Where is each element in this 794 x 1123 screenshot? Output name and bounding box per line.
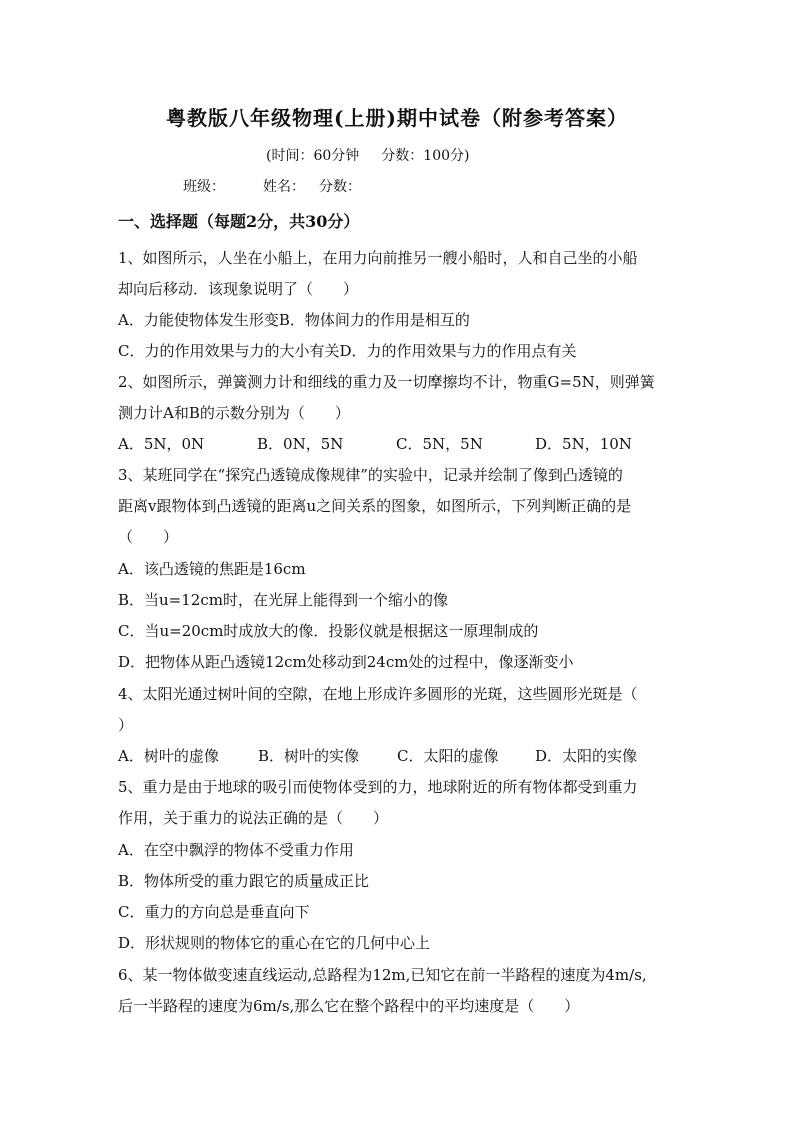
question-2-option-c: C．5N，5N bbox=[396, 435, 483, 453]
question-1-stem-line-2: 却向后移动．该现象说明了（ ） bbox=[118, 280, 359, 298]
question-5-stem-line-2: 作用，关于重力的说法正确的是（ ） bbox=[118, 809, 389, 827]
question-3-stem-line-2: 距离v跟物体到凸透镜的距离u之间关系的图象，如图所示，下列判断正确的是 bbox=[118, 497, 632, 515]
question-3-stem-line-1: 3、某班同学在“探究凸透镜成像规律”的实验中，记录并绘制了像到凸透镜的 bbox=[118, 466, 623, 484]
question-4-option-b: B．树叶的实像 bbox=[258, 747, 360, 765]
question-5-stem-line-1: 5、重力是由于地球的吸引而使物体受到的力，地球附近的所有物体都受到重力 bbox=[118, 778, 638, 796]
question-4-stem-line-2: ） bbox=[118, 716, 134, 734]
student-info-line bbox=[183, 176, 361, 196]
question-3-option-d: D．把物体从距凸透镜12cm处移动到24cm处的过程中，像逐渐变小 bbox=[118, 653, 574, 671]
question-1-options-line-1: A．力能使物体发生形变B．物体间力的作用是相互的 bbox=[118, 311, 470, 329]
question-5-option-c: C．重力的方向总是垂直向下 bbox=[118, 903, 310, 921]
question-4-stem-line-1: 4、太阳光通过树叶间的空隙，在地上形成许多圆形的光斑，这些圆形光斑是（ bbox=[118, 685, 638, 703]
question-5-option-b: B．物体所受的重力跟它的质量成正比 bbox=[118, 872, 370, 890]
question-6-stem-line-1: 6、某一物体做变速直线运动,总路程为12m,已知它在前一半路程的速度为4m/s, bbox=[118, 966, 647, 984]
question-4-options bbox=[118, 746, 637, 766]
question-3-stem-line-3: （ ） bbox=[118, 528, 179, 546]
question-1-stem-line-1: 1、如图所示，人坐在小船上，在用力向前推另一艘小船时，人和自己坐的小船 bbox=[118, 249, 638, 267]
question-1-options-line-2: C．力的作用效果与力的大小有关D．力的作用效果与力的作用点有关 bbox=[118, 342, 577, 360]
question-2-stem-line-2: 测力计A和B的示数分别为（ ） bbox=[118, 404, 350, 422]
name-label: 姓名： bbox=[263, 179, 305, 195]
question-3-option-c: C．当u=20cm时成放大的像．投影仪就是根据这一原理制成的 bbox=[118, 622, 539, 640]
question-2-options bbox=[118, 434, 632, 454]
score-info: 分数：100分) bbox=[381, 148, 470, 164]
exam-title: 粤教版八年级物理(上册)期中试卷（附参考答案） bbox=[166, 106, 628, 130]
question-4-option-a: A．树叶的虚像 bbox=[118, 747, 219, 765]
question-2-option-d: D．5N，10N bbox=[535, 435, 632, 453]
class-label: 班级： bbox=[183, 179, 225, 195]
section-title: 一、选择题（每题2分，共30分） bbox=[118, 212, 360, 231]
question-5-option-a: A．在空中飘浮的物体不受重力作用 bbox=[118, 841, 354, 859]
question-4-option-d: D．太阳的实像 bbox=[535, 747, 638, 765]
question-4-option-c: C．太阳的虚像 bbox=[397, 747, 499, 765]
question-6-stem-line-2: 后一半路程的速度为6m/s,那么它在整个路程中的平均速度是（ ） bbox=[118, 997, 580, 1015]
question-3-option-b: B．当u=12cm时，在光屏上能得到一个缩小的像 bbox=[118, 591, 448, 609]
question-2-stem-line-1: 2、如图所示，弹簧测力计和细线的重力及一切摩擦均不计，物重G=5N，则弹簧 bbox=[118, 373, 655, 391]
score-label: 分数： bbox=[319, 179, 361, 195]
exam-meta bbox=[266, 145, 469, 165]
time-info: (时间：60分钟 bbox=[266, 148, 360, 164]
question-2-option-b: B．0N，5N bbox=[257, 435, 344, 453]
question-2-option-a: A．5N，0N bbox=[118, 435, 205, 453]
question-5-option-d: D．形状规则的物体它的重心在它的几何中心上 bbox=[118, 934, 431, 952]
question-3-option-a: A．该凸透镜的焦距是16cm bbox=[118, 560, 306, 578]
